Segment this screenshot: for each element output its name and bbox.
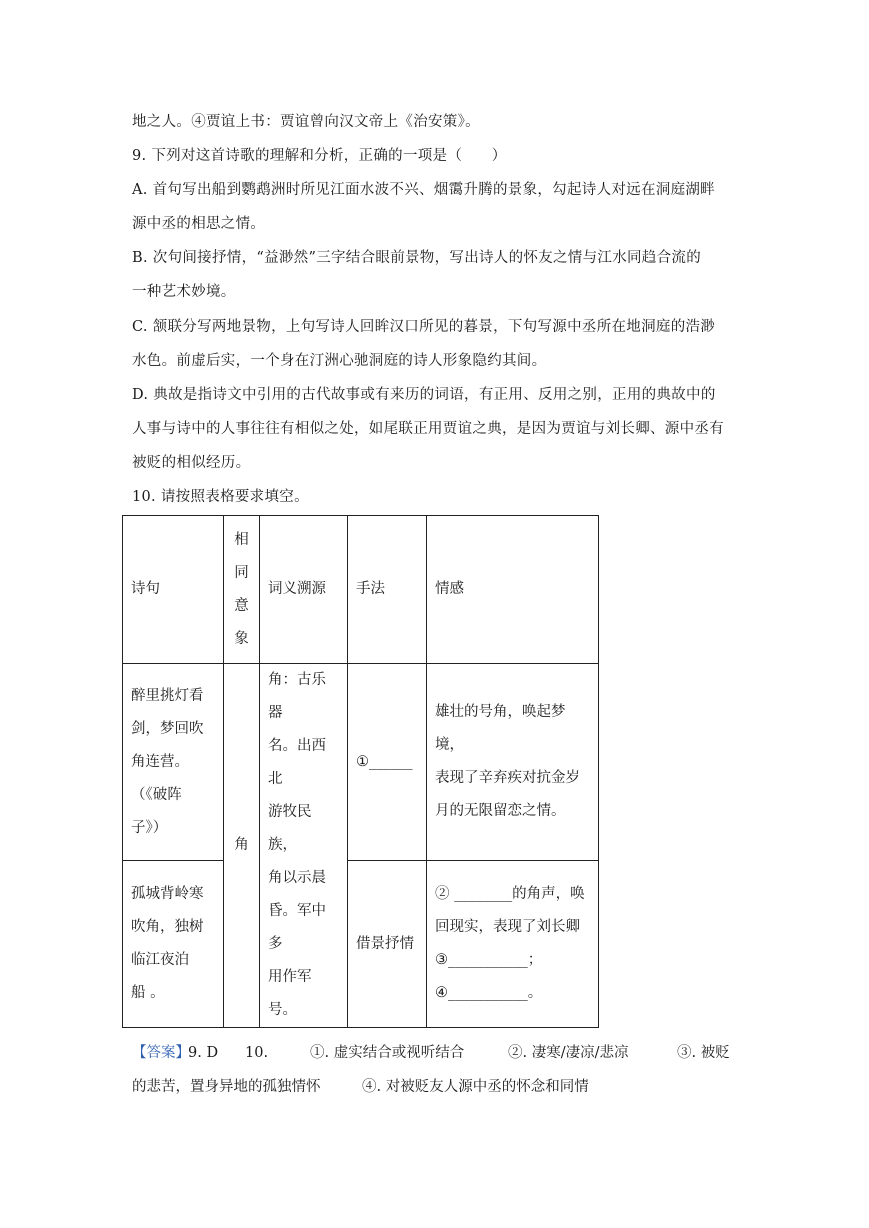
row2-emotion: ② ________的角声，唤 回现实，表现了刘长卿 ③___________； ④___________。 <box>427 861 599 1028</box>
header-technique: 手法 <box>348 516 427 664</box>
option-a-line-2: 源中丞的相思之情。 <box>132 216 266 232</box>
intro-line: 地之人。④贾谊上书：贾谊曾向汉文帝上《治安策》。 <box>132 114 480 130</box>
row1-emotion: 雄壮的号角，唤起梦境， 表现了辛弃疾对抗金岁 月的无限留恋之情。 <box>427 664 599 861</box>
header-word-source: 词义溯源 <box>260 516 348 664</box>
table-header-row <box>123 516 599 664</box>
option-d-line-3: 被贬的相似经历。 <box>132 455 251 471</box>
option-b-line-2: 一种艺术妙境。 <box>132 284 236 300</box>
option-a-line-1: A. 首句写出船到鹦鹉洲时所见江面水波不兴、烟霭升腾的景象，勾起诗人对远在洞庭湖畔 <box>132 182 715 198</box>
answer-q10-3: ③. 被贬 <box>677 1045 730 1061</box>
answer-q10-2: ②. 凄寒/凄凉/悲凉 <box>508 1045 629 1061</box>
answer-label: 【答案】 <box>132 1045 190 1061</box>
answer-q10-4: ④. 对被贬友人源中丞的怀念和同情 <box>362 1079 589 1095</box>
answer-q10-1: ①. 虚实结合或视听结合 <box>310 1045 465 1061</box>
header-shared-image: 相 同 意 象 <box>224 516 260 664</box>
table-row <box>123 861 599 1028</box>
option-c-line-1: C. 颔联分写两地景物，上句写诗人回眸汉口所见的暮景，下句写源中丞所在地洞庭的浩渺 <box>132 319 716 335</box>
option-c-line-2: 水色。前虚后实，一个身在汀洲心驰洞庭的诗人形象隐约其间。 <box>132 353 547 369</box>
row1-poem: 醉里挑灯看 剑，梦回吹 角连营。 （《破阵 子》） <box>123 664 224 861</box>
row2-technique: 借景抒情 <box>348 861 427 1028</box>
option-b-line-1: B. 次句间接抒情，“益渺然”三字结合眼前景物，写出诗人的怀友之情与江水同趋合流的 <box>132 250 701 266</box>
fill-in-table <box>122 515 599 1028</box>
option-d-line-2: 人事与诗中的人事往往有相似之处，如尾联正用贾谊之典，是因为贾谊与刘长卿、源中丞有 <box>132 421 724 437</box>
word-source-cell: 角：古乐器 名。出西北 游牧民族， 角以示晨 昏。军中多 用作军号。 <box>260 664 348 1028</box>
question-10-stem: 10. 请按照表格要求填空。 <box>132 489 309 505</box>
header-poem: 诗句 <box>123 516 224 664</box>
answer-q10-3-cont: 的悲苦，置身异地的孤独情怀 <box>132 1079 321 1095</box>
answer-q9: 9. D <box>188 1045 219 1061</box>
row2-poem: 孤城背岭寒 吹角，独树 临江夜泊 船 。 <box>123 861 224 1028</box>
question-9-stem: 9. 下列对这首诗歌的理解和分析，正确的一项是（ ） <box>132 148 507 164</box>
table-row <box>123 664 599 861</box>
row1-technique-blank: ①______ <box>348 664 427 861</box>
option-d-line-1: D. 典故是指诗文中引用的古代故事或有来历的词语，有正用、反用之别，正用的典故中的 <box>132 387 716 403</box>
shared-image-cell: 角 <box>224 664 260 1028</box>
answer-q10-label: 10. <box>245 1045 269 1061</box>
header-emotion: 情感 <box>427 516 599 664</box>
